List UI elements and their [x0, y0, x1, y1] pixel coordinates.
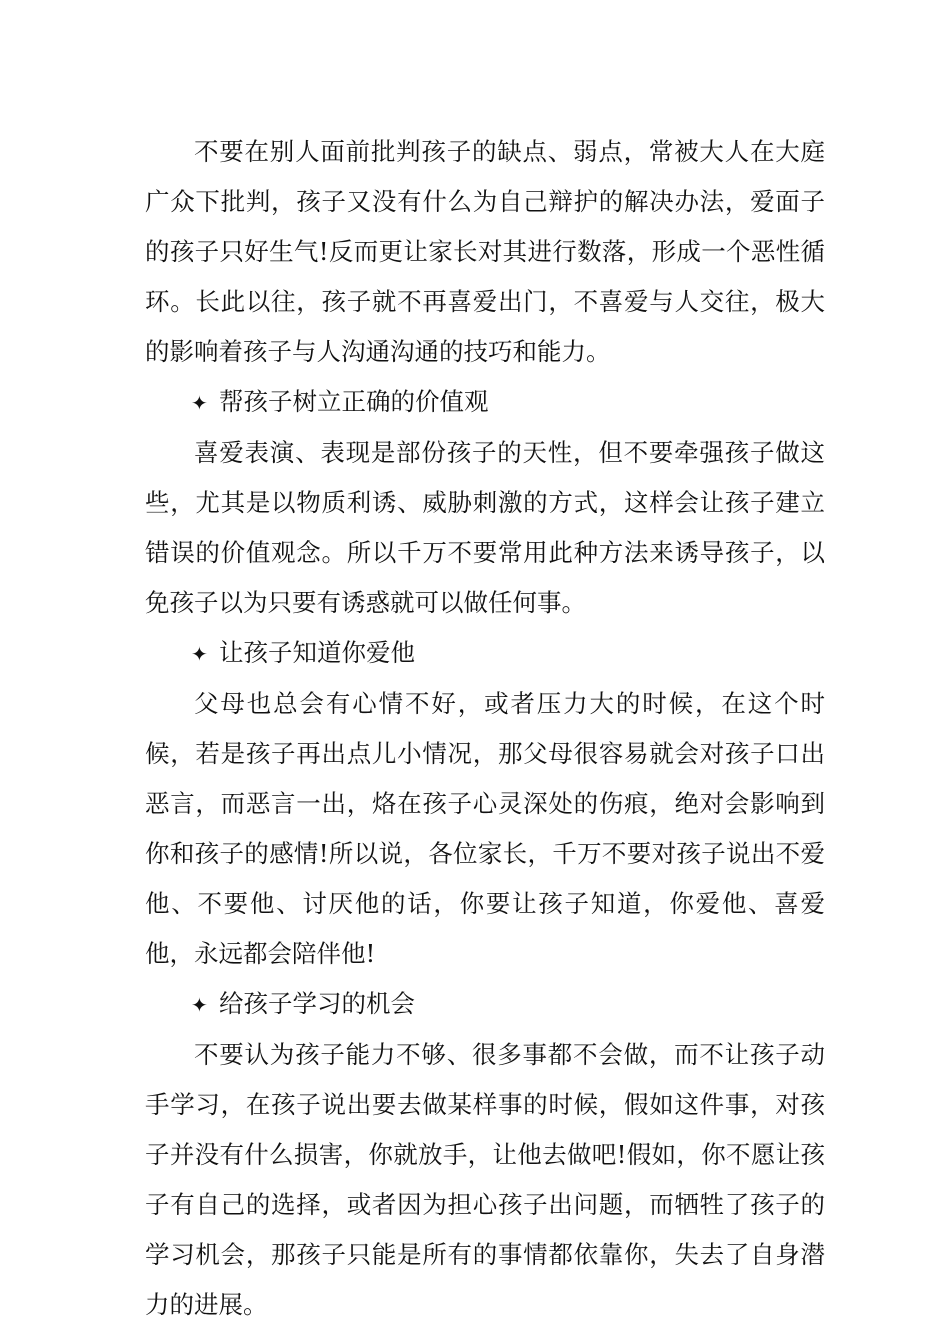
four-point-star-icon: ✦	[191, 993, 208, 1017]
four-point-star-icon: ✦	[191, 642, 208, 666]
document-body	[145, 127, 825, 1330]
heading-values	[145, 377, 825, 428]
paragraph-values: 喜爱表演、表现是部份孩子的天性，但不要牵强孩子做这些，尤其是以物质利诱、威胁刺激的方式，这样会让孩子建立错误的价值观念。所以千万不要常用此种方法来诱导孩子，以免孩子以为只要有诱惑就可以做任何事。	[145, 438, 825, 617]
paragraph-criticism: 不要在别人面前批判孩子的缺点、弱点，常被大人在大庭广众下批判，孩子又没有什么为自己辩护的解决办法，爱面子的孩子只好生气!反而更让家长对其进行数落，形成一个恶性循环。长此以往，孩子就不再喜爱出门，不喜爱与人交往，极大的影响着孩子与人沟通沟通的技巧和能力。	[145, 137, 825, 366]
heading-text: 帮孩子树立正确的价值观	[219, 387, 489, 416]
paragraph-love: 父母也总会有心情不好，或者压力大的时候，在这个时候，若是孩子再出点儿小情况，那父母很容易就会对孩子口出恶言，而恶言一出，烙在孩子心灵深处的伤痕，绝对会影响到你和孩子的感情!所以说，各位家长，千万不要对孩子说出不爱他、不要他、讨厌他的话，你要让孩子知道，你爱他、喜爱他，永远都会陪伴他!	[145, 689, 825, 968]
heading-love	[145, 628, 825, 679]
four-point-star-icon: ✦	[191, 391, 208, 415]
heading-learning	[145, 979, 825, 1030]
paragraph-learning: 不要认为孩子能力不够、很多事都不会做，而不让孩子动手学习，在孩子说出要去做某样事的时候，假如这件事，对孩子并没有什么损害，你就放手，让他去做吧!假如，你不愿让孩子有自己的选择，或者因为担心孩子出问题，而牺牲了孩子的学习机会，那孩子只能是所有的事情都依靠你，失去了自身潜力的进展。	[145, 1040, 825, 1319]
heading-text: 给孩子学习的机会	[219, 989, 415, 1018]
heading-text: 让孩子知道你爱他	[219, 638, 415, 667]
